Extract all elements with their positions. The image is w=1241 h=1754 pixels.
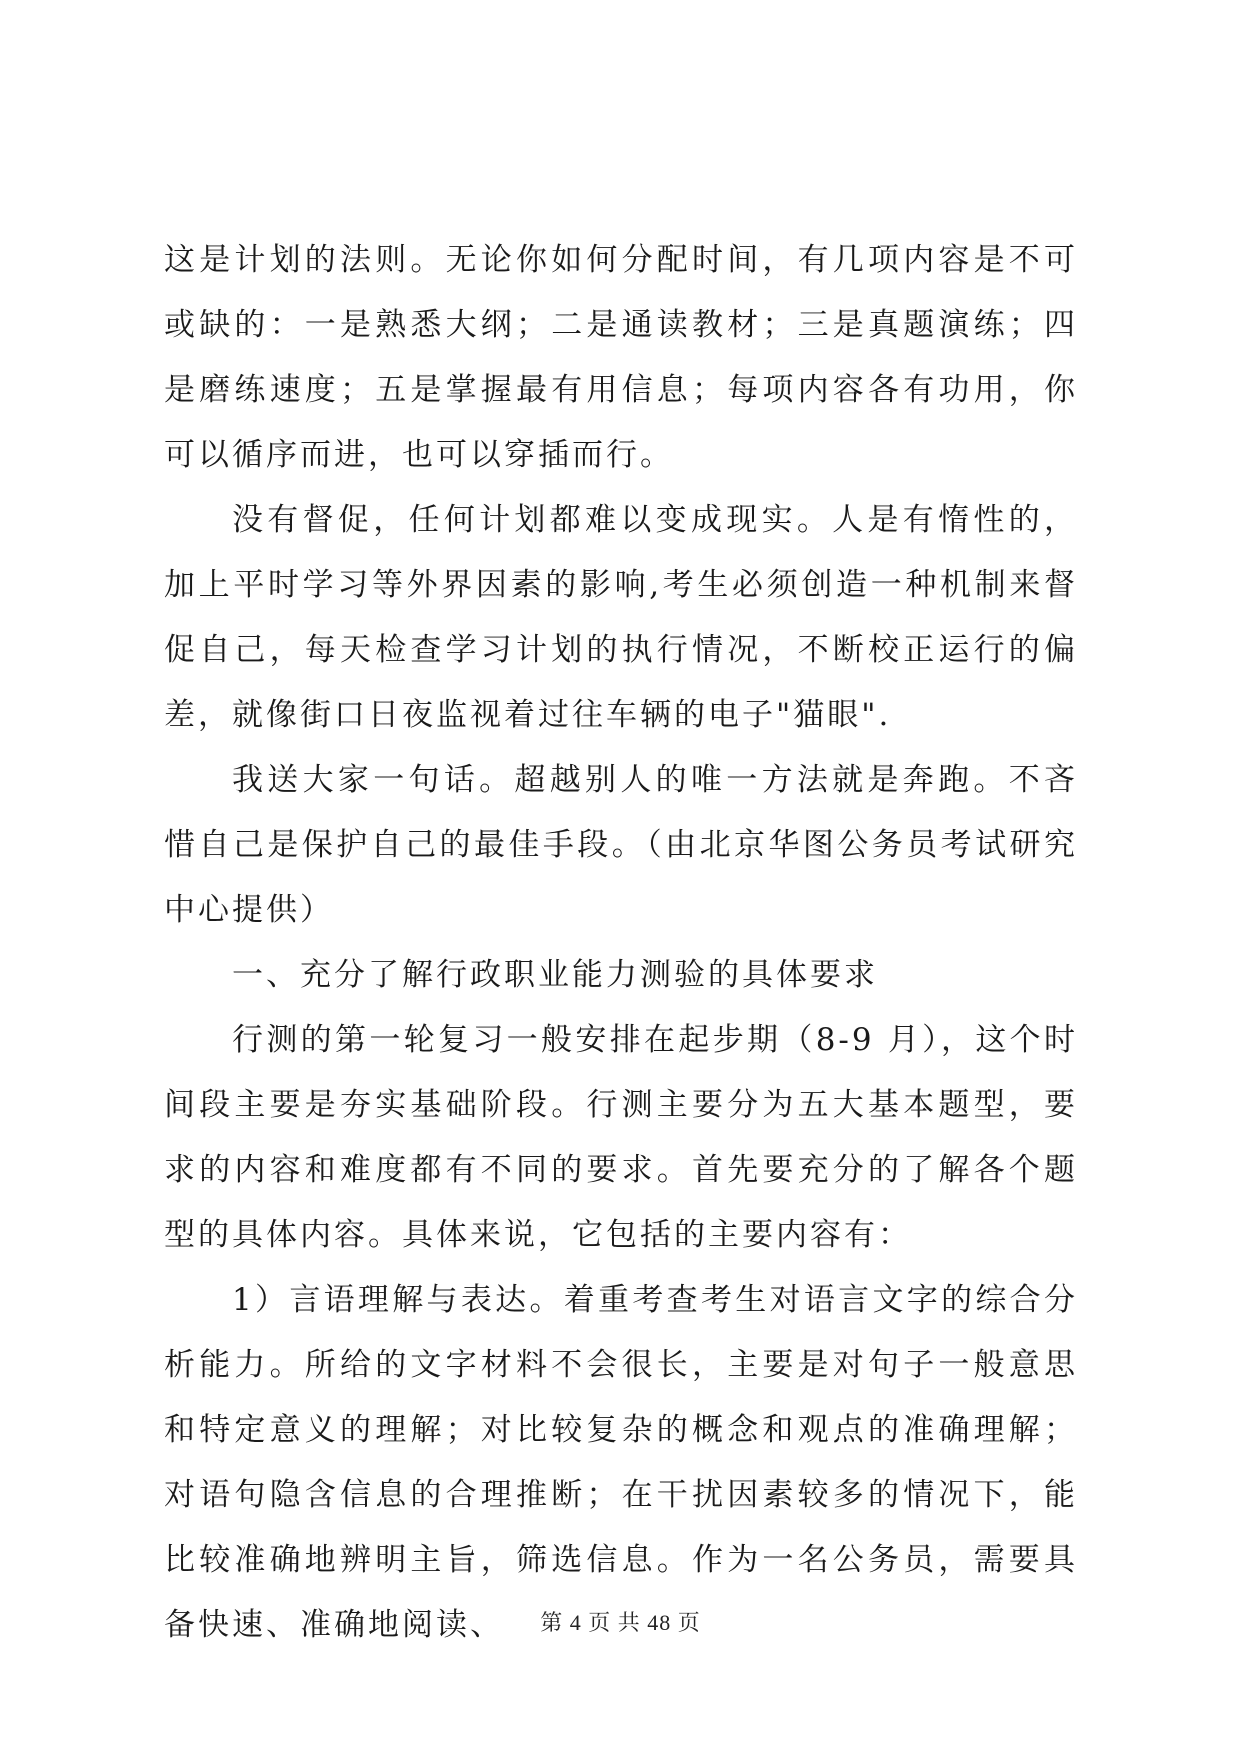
paragraph-1: 这是计划的法则。无论你如何分配时间，有几项内容是不可或缺的：一是熟悉大纲；二是通读教材；三是真题演练；四是磨练速度；五是掌握最有用信息；每项内容各有功用，你可以循序而进，也可以穿插而行。	[164, 242, 1078, 473]
paragraph-6: 1）言语理解与表达。着重考查考生对语言文字的综合分析能力。所给的文字材料不会很长，主要是对句子一般意思和特定意义的理解；对比较复杂的概念和观点的准确理解；对语句隐含信息的合理推断；在干扰因素较多的情况下，能比较准确地辨明主旨，筛选信息。作为一名公务员，需要具备快速、准确地阅读、	[164, 1282, 1078, 1643]
section-heading: 一、充分了解行政职业能力测验的具体要求	[232, 957, 878, 993]
paragraph-5: 行测的第一轮复习一般安排在起步期（8-9 月），这个时间段主要是夯实基础阶段。行测主要分为五大基本题型，要求的内容和难度都有不同的要求。首先要充分的了解各个题型的具体内容。具体来说，它包括的主要内容有：	[164, 1022, 1078, 1253]
paragraph-2: 没有督促，任何计划都难以变成现实。人是有惰性的，加上平时学习等外界因素的影响,考生必须创造一种机制来督促自己，每天检查学习计划的执行情况，不断校正运行的偏差，就像街口日夜监视着过往车辆的电子"猫眼".	[164, 502, 1078, 733]
paragraph-3: 我送大家一句话。超越别人的唯一方法就是奔跑。不吝惜自己是保护自己的最佳手段。（由北京华图公务员考试研究中心提供）	[164, 762, 1078, 928]
page-number-footer: 第 4 页 共 48 页	[540, 1610, 701, 1635]
document-body	[164, 228, 1078, 1658]
